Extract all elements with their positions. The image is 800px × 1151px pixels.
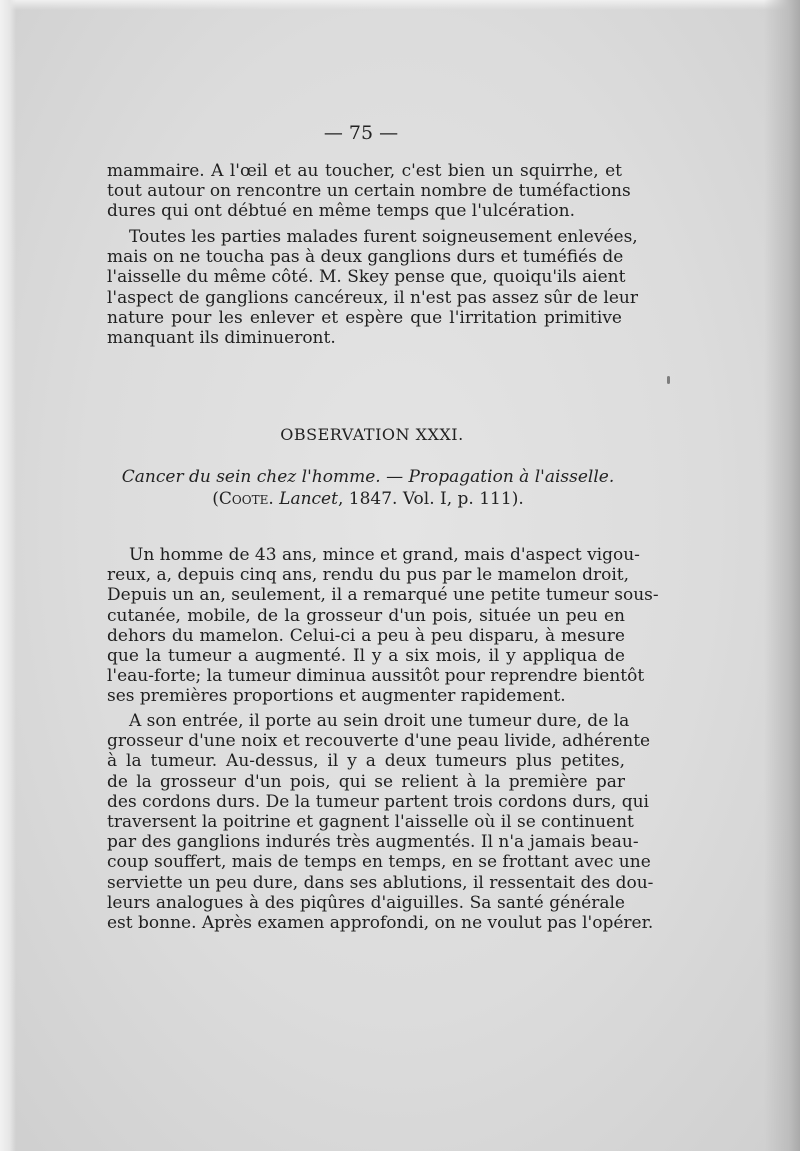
observation-heading-rest: BSERVATION XXXI. [293,425,464,444]
paragraph-line: l'aisselle du même côté. M. Skey pense que, quoiqu'ils aient [107,267,626,288]
paragraph-1 [107,161,631,222]
paragraph-4 [107,711,654,934]
ink-speck [667,376,670,384]
paragraph-line: traversent la poitrine et gagnent l'aisselle où il se continuent [107,812,634,833]
paragraph-line: est bonne. Après examen approfondi, on ne voulut pas l'opérer. [107,913,654,934]
observation-heading [0,425,744,444]
paragraph-line: que la tumeur a augmenté. Il y a six mois, il y appliqua de [107,646,625,667]
paragraph-line: mammaire. A l'œil et au toucher, c'est bien un squirrhe, et [107,161,622,181]
paragraph-line: Un homme de 43 ans, mince et grand, mais d'aspect vigou- [129,545,640,565]
paragraph-line: manquant ils diminueront. [107,328,336,349]
paragraph-line: à la tumeur. Au-dessus, il y a deux tumeurs plus petites, [107,751,625,772]
page-top-edge [0,0,800,10]
case-reference [108,488,628,510]
paragraph-3 [107,545,659,707]
paragraph-line: leurs analogues à des piqûres d'aiguilles. Sa santé générale [107,892,625,913]
paragraph-line: de la grosseur d'un pois, qui se relient à la première par [107,771,625,792]
page-right-edge-shadow [764,0,800,1151]
case-reference-journal: Lancet [279,489,338,509]
case-title-line: Cancer du sein chez l'homme. — Propagation à l'aisselle. [121,467,615,487]
page-left-edge [0,0,16,1151]
observation-heading-initial: O [280,425,294,444]
paragraph-line: dures qui ont débtué en même temps que l'ulcération. [107,201,575,222]
paragraph-line: mais on ne toucha pas à deux ganglions durs et tuméfiés de [107,247,624,268]
paragraph-line: Toutes les parties malades furent soigneusement enlevées, [129,227,638,247]
case-reference-open: ( [212,489,219,509]
paragraph-line: tout autour on rencontre un certain nombre de tuméfactions [107,181,631,202]
case-reference-sep: . [268,489,280,509]
case-reference-author: Coote [218,489,269,509]
paragraph-line: ses premières proportions et augmenter rapidement. [107,686,566,707]
paragraph-line: coup souffert, mais de temps en temps, en se frottant avec une [107,852,651,873]
paragraph-line: par des ganglions indurés très augmentés. Il n'a jamais beau- [107,832,639,853]
paragraph-line: Depuis un an, seulement, il a remarqué une petite tumeur sous- [107,585,659,606]
paragraph-line: reux, a, depuis cinq ans, rendu du pus par le mamelon droit, [107,565,630,586]
paragraph-line: des cordons durs. De la tumeur partent trois cordons durs, qui [107,791,649,812]
case-reference-rest: , 1847. Vol. I, p. 111). [337,489,524,509]
paragraph-2 [107,227,638,349]
page-number: — 75 — [323,122,399,144]
paragraph-line: A son entrée, il porte au sein droit une tumeur dure, de la [129,711,630,731]
case-title [108,466,628,510]
paragraph-line: l'eau-forte; la tumeur diminua aussitôt pour reprendre bientôt [107,666,645,687]
paragraph-line: cutanée, mobile, de la grosseur d'un pois, située un peu en [107,605,625,626]
paragraph-line: nature pour les enlever et espère que l'irritation primitive [107,307,622,328]
paragraph-line: grosseur d'une noix et recouverte d'une peau livide, adhérente [107,731,651,752]
paragraph-line: serviette un peu dure, dans ses ablutions, il ressentait des dou- [107,872,654,893]
paragraph-line: l'aspect de ganglions cancéreux, il n'est pas assez sûr de leur [107,287,638,308]
paragraph-line: dehors du mamelon. Celui-ci a peu à peu disparu, à mesure [107,625,625,646]
